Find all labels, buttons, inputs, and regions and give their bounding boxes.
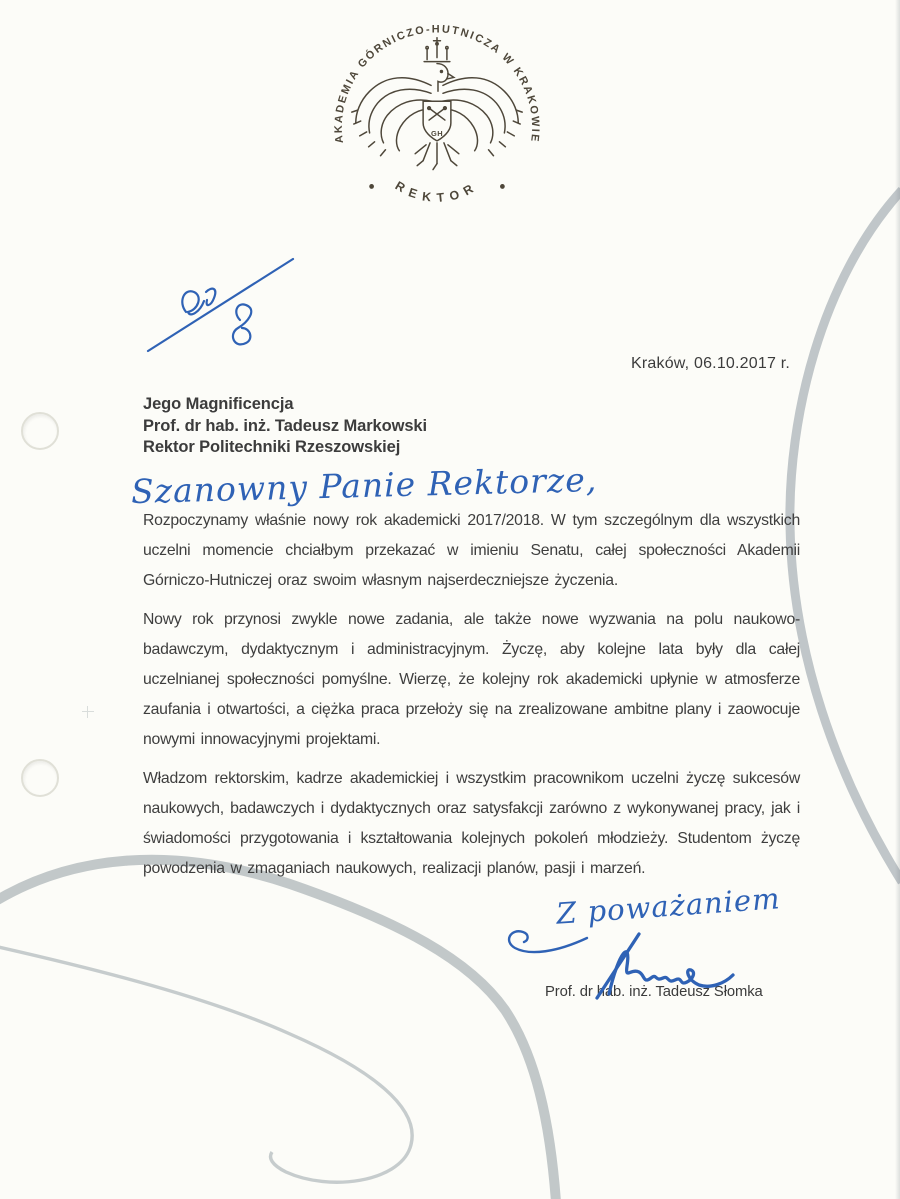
handwritten-closing: Z poważaniem (555, 881, 782, 931)
paragraph-3: Władzom rektorskim, kadrze akademickiej i wszystkim pracownikom uczelni życzę sukcesów naukowych, badawczych i dydaktycznych oraz satysfakcji zarówno z wykonywanej pracy, jak i świadomości przygotowania i kształtowania kolejnych pokoleń młodzieży. Studentom życzę powodzenia w zmaganiach naukowych, realizacji planów, pasji i marzeń. (143, 770, 800, 877)
handwritten-salutation: Szanowny Panie Rektorze, (130, 459, 598, 512)
seal-dot-right (500, 184, 505, 189)
paragraph-2: Nowy rok przynosi zwykle nowe zadania, ale także nowe wyzwania na polu naukowo-badawczym, dydaktycznym i administracyjnym. Życzę, aby kolejne lata były dla całej uczelnianej społeczności pomyślne. Wierzę, że kolejny rok akademicki upłynie w atmosferze zaufania i otwartości, a ciężka praca przełoży się na zrealizowane ambitne plany i zaowocuje nowymi innowacyjnymi projektami. (143, 611, 800, 748)
scan-edge-shadow (895, 0, 900, 1199)
seal-shield-monogram: GH (430, 128, 444, 138)
recipient-honorific: Jego Magnificencja (143, 395, 294, 413)
recipient-name: Prof. dr hab. inż. Tadeusz Markowski (143, 416, 427, 435)
signer-name: Prof. dr hab. inż. Tadeusz Słomka (545, 984, 763, 1000)
date-line: Kraków, 06.10.2017 r. (631, 355, 790, 372)
letter-body (143, 506, 800, 893)
hole-punch-top (21, 412, 59, 450)
handwritten-initials-mark (140, 248, 302, 364)
swoosh-right-arc (790, 190, 900, 882)
seal-ring-textpath: AKADEMIA GÓRNICZO-HUTNICZA W KRAKOWIE (332, 23, 542, 144)
seal-dot-left (369, 184, 374, 189)
agh-rector-seal (328, 16, 546, 234)
seal-bottom-textpath: REKTOR (392, 178, 482, 206)
recipient-title: Rektor Politechniki Rzeszowskiej (143, 438, 401, 456)
seal-bottom-text (393, 178, 481, 205)
hole-punch-bottom (21, 759, 59, 797)
swoosh-bottom-hook (0, 946, 412, 1182)
recipient-block (143, 394, 427, 459)
eagle-emblem-icon (352, 38, 522, 170)
signature-scribble (575, 928, 775, 1003)
fold-mark (82, 706, 94, 718)
paragraph-1: Rozpoczynamy właśnie nowy rok akademicki 2017/2018. W tym szczególnym dla wszystkich uczelni momencie chciałbym przekazać w imieniu Senatu, całej społeczności Akademii Górniczo-Hutniczej oraz swoim własnym najserdeczniejsze życzenia. (143, 512, 800, 589)
